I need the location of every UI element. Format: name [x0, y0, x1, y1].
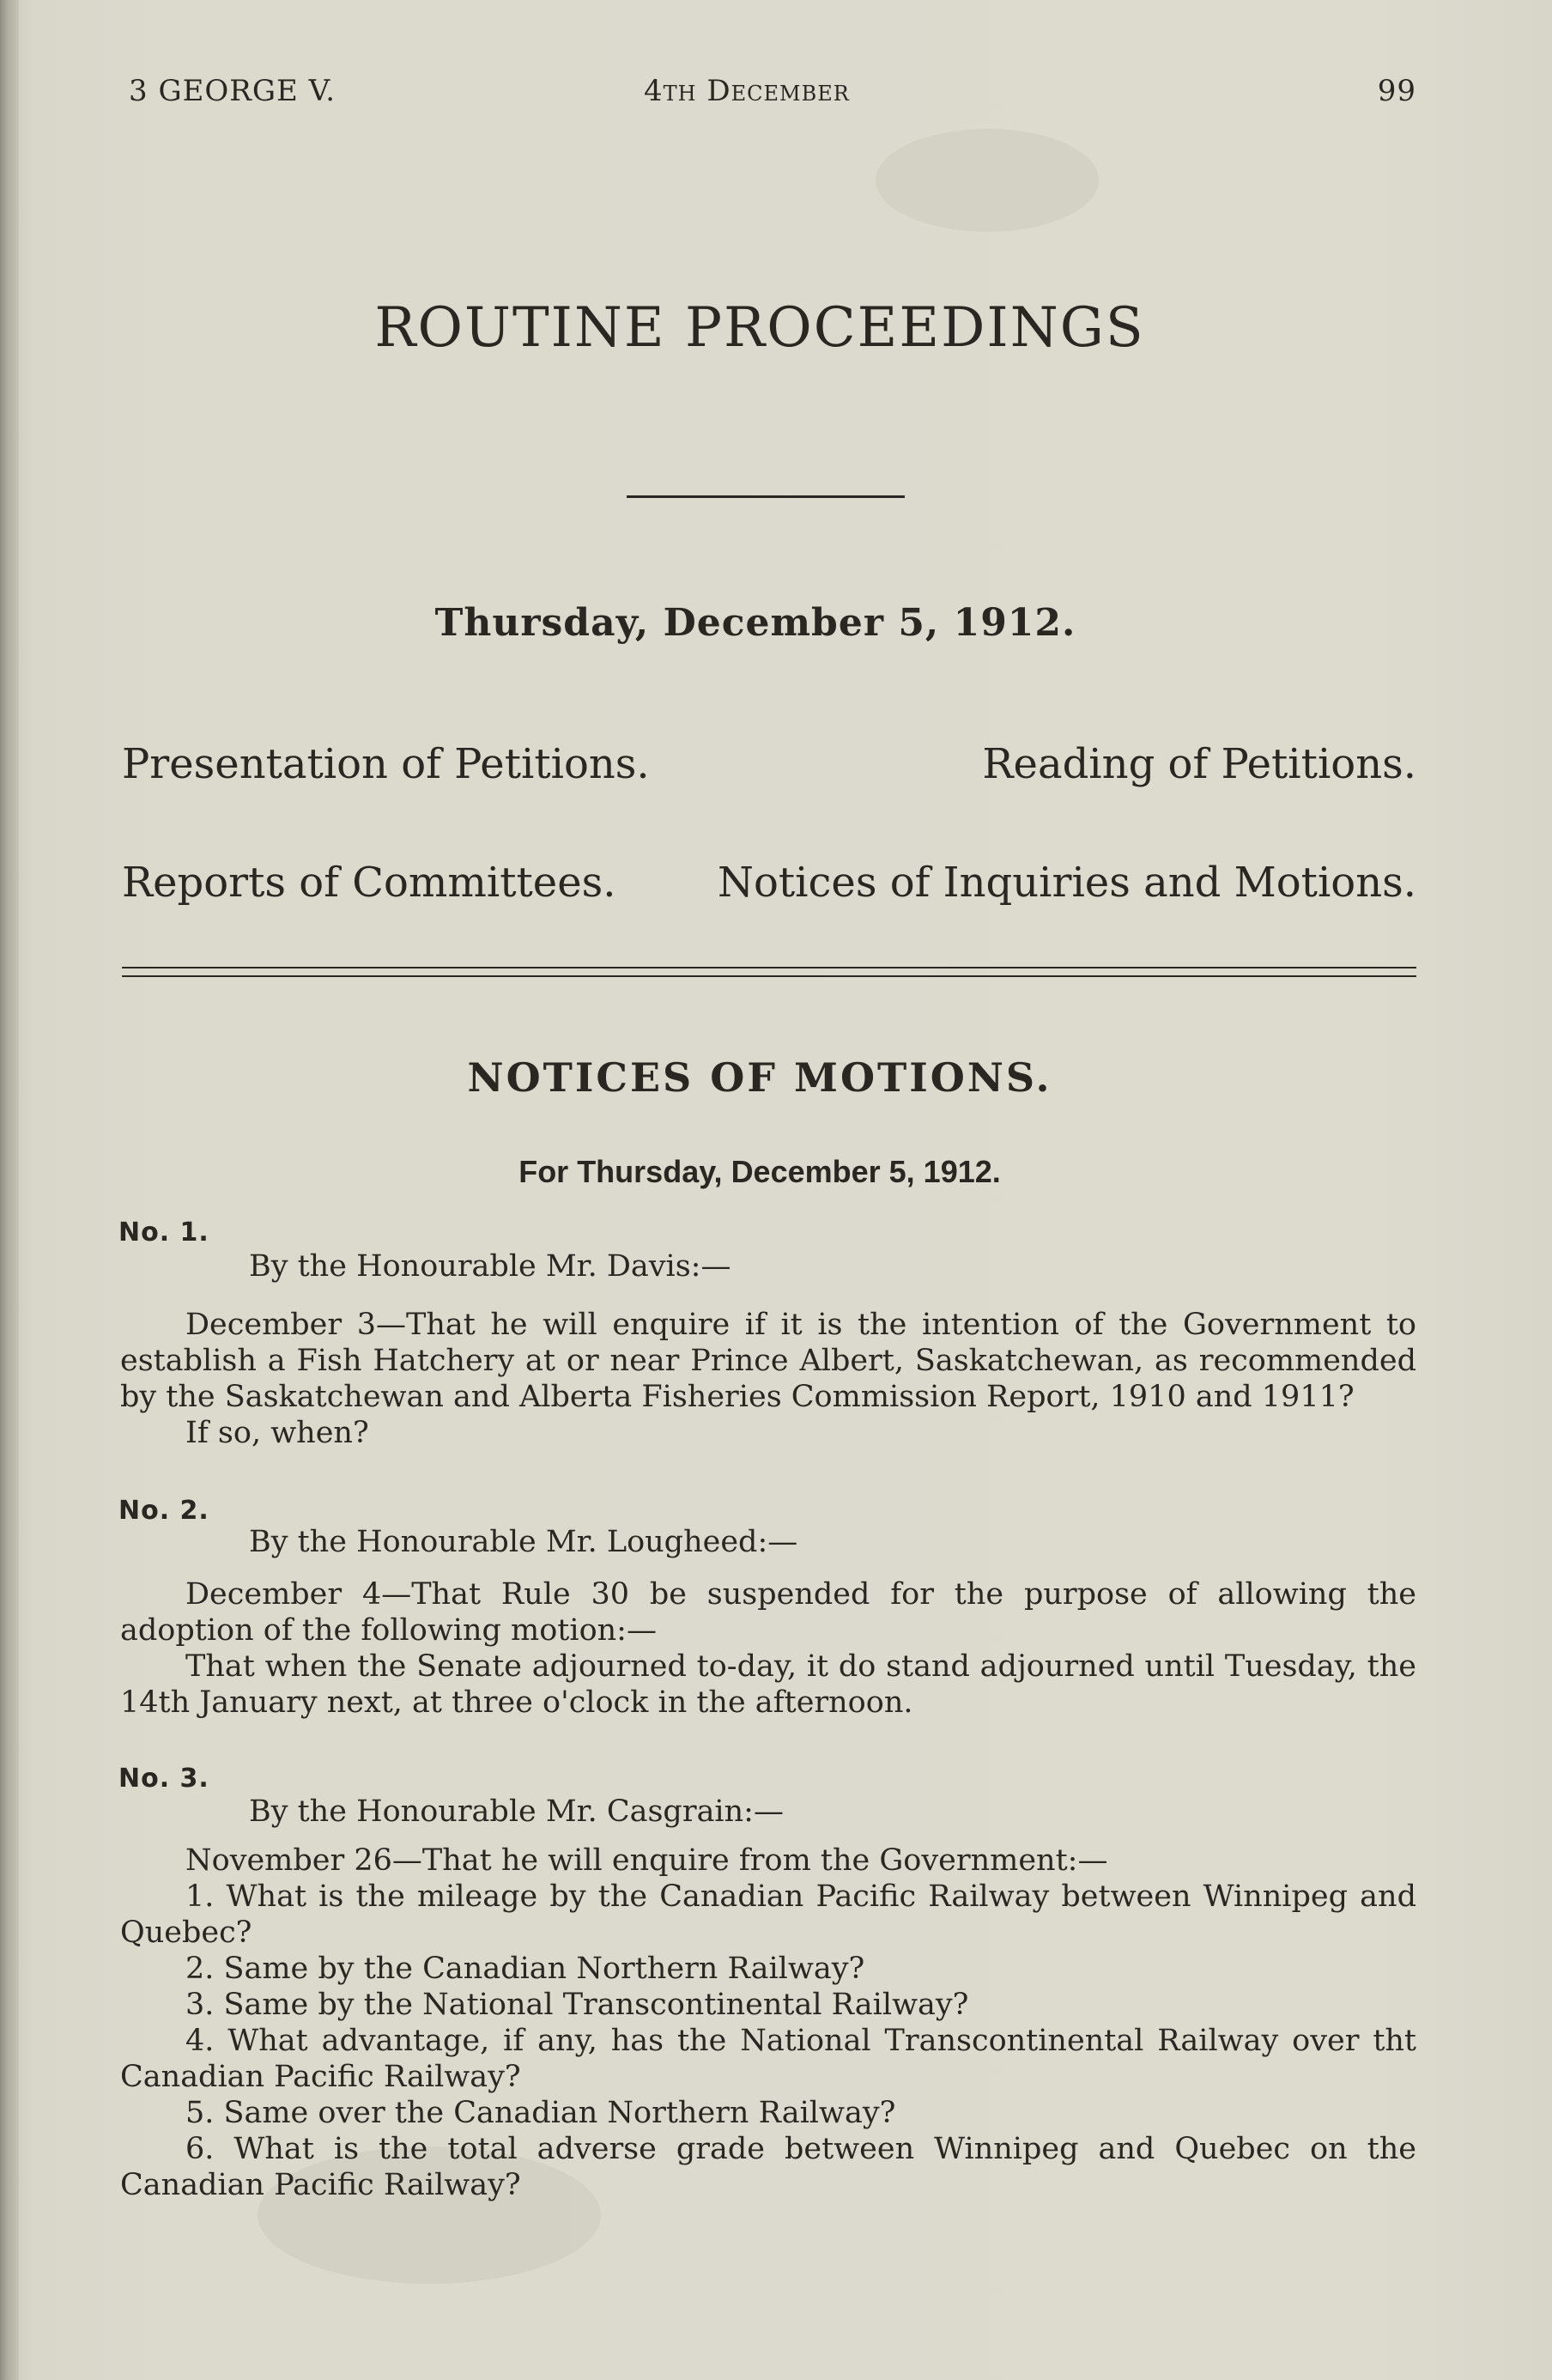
regnal-year: 3 GEORGE V. — [129, 74, 336, 108]
motion-body — [120, 1843, 1416, 2203]
motion-paragraph: 1. What is the mileage by the Canadian Pacific Railway between Winnipeg and Quebec? — [120, 1879, 1416, 1950]
motion-paragraph: That when the Senate adjourned to-day, it do stand adjourned until Tuesday, the 14th January next, at three o'clock in the afternoon. — [120, 1649, 1416, 1720]
order-item-presentation-of-petitions: Presentation of Petitions. — [122, 740, 650, 788]
motion-paragraph: 5. Same over the Canadian Northern Railway? — [185, 2096, 896, 2130]
running-head-date: 4th December — [644, 74, 850, 108]
order-item-reports-of-committees: Reports of Committees. — [122, 859, 616, 907]
motion-paragraph: 6. What is the total adverse grade between Winnipeg and Quebec on the Canadian Pacific Railway? — [120, 2132, 1416, 2202]
motion-number: No. 1. — [118, 1217, 209, 1248]
section-double-rule — [122, 967, 1416, 977]
motion-body — [120, 1576, 1416, 1721]
motion-paragraph: November 26—That he will enquire from the Government:— — [185, 1843, 1108, 1878]
order-item-notices-of-inquiries: Notices of Inquiries and Motions. — [717, 859, 1416, 907]
motion-paragraph: 2. Same by the Canadian Northern Railway? — [185, 1952, 865, 1986]
running-head — [120, 74, 1416, 117]
paper-stain — [876, 129, 1099, 232]
order-item-reading-of-petitions: Reading of Petitions. — [982, 740, 1416, 788]
motion-mover: By the Honourable Mr. Casgrain:— — [249, 1794, 784, 1829]
motion-paragraph: 3. Same by the National Transcontinental Railway? — [185, 1988, 969, 2022]
page-number: 99 — [1377, 74, 1416, 108]
page-title: ROUTINE PROCEEDINGS — [374, 296, 1145, 360]
sitting-date-heading: Thursday, December 5, 1912. — [434, 601, 1076, 645]
notices-for-date: For Thursday, December 5, 1912. — [518, 1154, 1001, 1189]
notices-heading: NOTICES OF MOTIONS. — [467, 1054, 1052, 1101]
title-rule — [627, 495, 905, 498]
motion-body — [120, 1307, 1416, 1451]
motion-number: No. 2. — [118, 1496, 209, 1526]
motion-paragraph: If so, when? — [185, 1416, 369, 1450]
motion-mover: By the Honourable Mr. Lougheed:— — [249, 1525, 798, 1559]
motion-mover: By the Honourable Mr. Davis:— — [249, 1249, 731, 1284]
motion-paragraph: December 3—That he will enquire if it is the intention of the Government to establish a Fish Hatchery at or near Prince Albert, Saskatchewan, as recommended by the Saskatchewan and Alberta Fisheries Commission Report, 1910 and 1911? — [120, 1308, 1416, 1414]
motion-paragraph: 4. What advantage, if any, has the National Transcontinental Railway over tht Canadian Pacific Railway? — [120, 2024, 1416, 2094]
motion-paragraph: December 4—That Rule 30 be suspended for the purpose of allowing the adoption of the following motion:— — [120, 1577, 1416, 1648]
motion-number: No. 3. — [118, 1764, 209, 1794]
